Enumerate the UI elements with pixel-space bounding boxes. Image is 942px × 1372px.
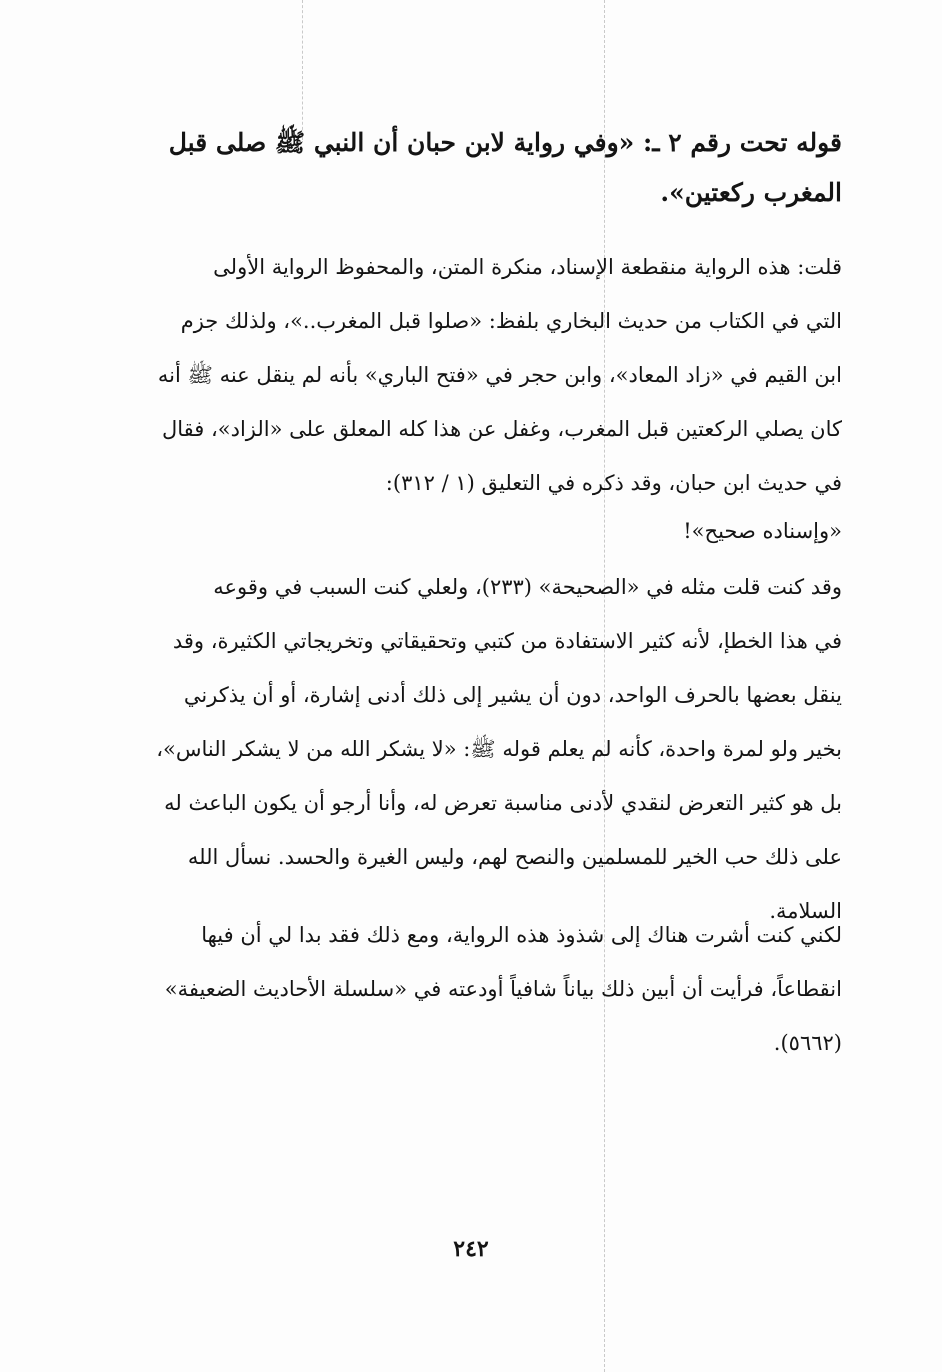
paragraph-1 — [100, 240, 842, 510]
text-line: قلت: هذه الرواية منقطعة الإسناد، منكرة المتن، والمحفوظ الرواية الأولى — [213, 255, 842, 279]
text-line: في هذا الخطإ، لأنه كثير الاستفادة من كتبي وتحقيقاتي وتخريجاتي الكثيرة، وقد — [172, 629, 842, 653]
page-number: ٢٤٢ — [453, 1236, 489, 1262]
section-heading — [100, 118, 842, 218]
text-line: بخير ولو لمرة واحدة، كأنه لم يعلم قوله ﷺ: «لا يشكر الله من لا يشكر الناس»، — [156, 737, 842, 761]
text-line: في حديث ابن حبان، وقد ذكره في التعليق (١ / ٣١٢): — [385, 471, 842, 495]
text-line: السلامة. — [769, 899, 842, 923]
text-line: كان يصلي الركعتين قبل المغرب، وغفل عن هذا كله المعلق على «الزاد»، فقال — [161, 417, 842, 441]
text-line: ينقل بعضها بالحرف الواحد، دون أن يشير إلى ذلك أدنى إشارة، أو أن يذكرني — [183, 683, 842, 707]
text-line: (٥٦٦٢). — [773, 1031, 842, 1055]
text-line: التي في الكتاب من حديث البخاري بلفظ: «صلوا قبل المغرب..»، ولذلك جزم — [180, 309, 842, 333]
text-line: على ذلك حب الخير للمسلمين والنصح لهم، وليس الغيرة والحسد. نسأل الله — [187, 845, 842, 869]
text-line: ابن القيم في «زاد المعاد»، وابن حجر في «فتح الباري» بأنه لم ينقل عنه ﷺ أنه — [157, 363, 842, 387]
text-line: انقطاعاً، فرأيت أن أبين ذلك بياناً شافياً أودعته في «سلسلة الأحاديث الضعيفة» — [164, 977, 842, 1001]
paragraph-3 — [100, 560, 842, 938]
paragraph-4 — [100, 908, 842, 1070]
heading-line: قوله تحت رقم ٢ ـ: «وفي رواية لابن حبان أن النبي ﷺ صلى قبل — [168, 128, 842, 157]
text-line: لكني كنت أشرت هناك إلى شذوذ هذه الرواية، ومع ذلك فقد بدا لي أن فيها — [201, 923, 842, 947]
heading-line: المغرب ركعتين». — [660, 178, 842, 207]
text-line: بل هو كثير التعرض لنقدي لأدنى مناسبة تعرض له، وأنا أرجو أن يكون الباعث له — [164, 791, 842, 815]
text-line: وقد كنت قلت مثله في «الصحيحة» (٢٣٣)، ولعلي كنت السبب في وقوعه — [213, 575, 842, 599]
text-line: «وإسناده صحيح»! — [683, 519, 842, 543]
paragraph-2 — [100, 504, 842, 558]
